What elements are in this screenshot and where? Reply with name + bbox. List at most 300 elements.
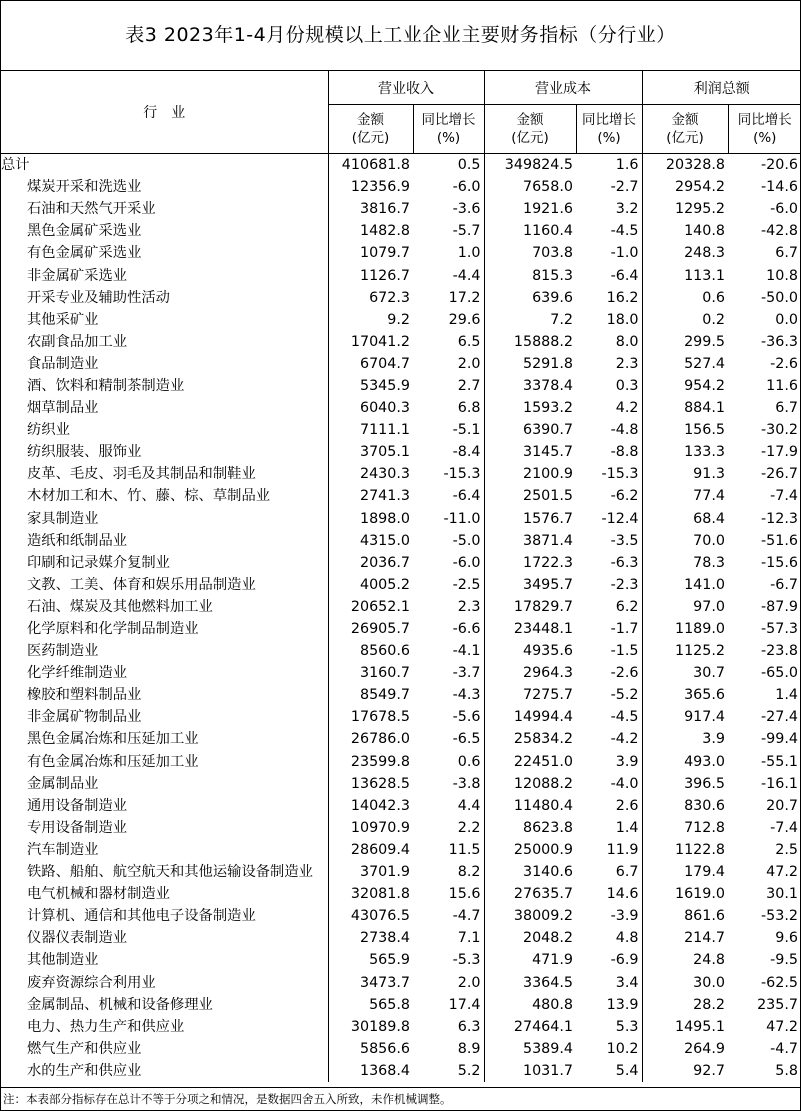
cost-amount-cell: 5389.4	[484, 1038, 576, 1060]
revenue-growth-cell: -4.7	[452, 908, 481, 925]
revenue-amount-cell: 26786.0	[328, 728, 413, 750]
industry-name-cell: 食品制造业	[1, 353, 328, 375]
profit-amount-cell: 264.9	[642, 1038, 728, 1060]
revenue-growth-cell: 6.3	[457, 1018, 481, 1035]
revenue-growth-cell: 8.9	[457, 1040, 481, 1057]
cost-growth-cell: -5.2	[610, 687, 639, 704]
profit-amount-cell: 24.8	[642, 949, 728, 971]
revenue-growth-cell: -4.3	[452, 687, 481, 704]
industry-name-cell: 专用设备制造业	[1, 817, 328, 839]
cost-amount-cell: 22451.0	[484, 751, 576, 773]
revenue-amount-header: 金额 (亿元)	[328, 105, 413, 154]
revenue-growth-cell: -6.5	[452, 731, 481, 748]
revenue-amount-cell: 2741.3	[328, 485, 413, 507]
profit-amount-cell: 97.0	[642, 596, 728, 618]
cost-growth-cell: 4.2	[615, 400, 639, 417]
cost-growth-cell: -4.5	[610, 709, 639, 726]
cost-amount-cell: 7.2	[484, 309, 576, 331]
industry-name-cell: 酒、饮料和精制茶制造业	[1, 375, 328, 397]
revenue-growth-cell: 11.5	[448, 841, 481, 858]
cost-growth-cell: 16.2	[606, 289, 639, 306]
cost-amount-cell: 12088.2	[484, 773, 576, 795]
cost-growth-cell: -1.7	[610, 621, 639, 638]
cost-amount-cell: 639.6	[484, 287, 576, 309]
table-row	[1, 331, 801, 353]
revenue-growth-cell: 2.3	[457, 598, 481, 615]
revenue-amount-cell: 30189.8	[328, 1016, 413, 1038]
revenue-growth-cell: 2.0	[457, 974, 481, 991]
financial-indicators-table	[1, 71, 801, 1082]
table-row	[1, 375, 801, 397]
profit-amount-cell: 1295.2	[642, 198, 728, 220]
cost-growth-cell: -6.3	[610, 554, 639, 571]
revenue-amount-cell: 1368.4	[328, 1060, 413, 1082]
table-row	[1, 795, 801, 817]
revenue-amount-cell: 565.9	[328, 949, 413, 971]
revenue-growth-cell: 2.2	[457, 819, 481, 836]
table-row	[1, 773, 801, 795]
profit-amount-cell: 2954.2	[642, 176, 728, 198]
profit-growth-cell: 10.8	[766, 267, 798, 284]
profit-amount-header: 金额 (亿元)	[642, 105, 728, 154]
revenue-amount-cell: 5856.6	[328, 1038, 413, 1060]
industry-name-cell: 开采专业及辅助性活动	[1, 287, 328, 309]
cost-amount-cell: 5291.8	[484, 353, 576, 375]
profit-amount-cell: 68.4	[642, 508, 728, 530]
industry-name-cell: 燃气生产和供应业	[1, 1038, 328, 1060]
revenue-amount-cell: 2738.4	[328, 927, 413, 949]
cost-amount-cell: 3364.5	[484, 971, 576, 993]
profit-amount-cell: 77.4	[642, 485, 728, 507]
profit-growth-cell: -27.4	[761, 709, 798, 726]
revenue-growth-cell: -2.5	[452, 576, 481, 593]
revenue-growth-cell: -15.3	[443, 466, 481, 483]
revenue-amount-cell: 7111.1	[328, 419, 413, 441]
industry-name-cell: 金属制品、机械和设备修理业	[1, 994, 328, 1016]
profit-growth-cell: -99.4	[761, 731, 798, 748]
profit-amount-cell: 1122.8	[642, 839, 728, 861]
profit-growth-cell: -30.2	[761, 422, 798, 439]
revenue-growth-cell: -6.4	[452, 488, 481, 505]
cost-group-header: 营业成本	[484, 71, 642, 105]
cost-amount-cell: 2501.5	[484, 485, 576, 507]
table-row	[1, 1016, 801, 1038]
table-row	[1, 419, 801, 441]
cost-amount-cell: 15888.2	[484, 331, 576, 353]
cost-growth-cell: 14.6	[606, 886, 639, 903]
revenue-amount-cell: 17678.5	[328, 706, 413, 728]
cost-growth-cell: 10.2	[606, 1040, 639, 1057]
cost-growth-cell: 5.4	[615, 1062, 639, 1079]
cost-amount-cell: 38009.2	[484, 905, 576, 927]
table-row	[1, 662, 801, 684]
cost-amount-cell: 703.8	[484, 242, 576, 264]
cost-growth-cell: 8.0	[615, 333, 639, 350]
cost-growth-cell: 1.6	[615, 157, 639, 174]
table-row	[1, 684, 801, 706]
revenue-amount-cell: 1079.7	[328, 242, 413, 264]
industry-name-cell: 金属制品业	[1, 773, 328, 795]
profit-amount-cell: 0.6	[642, 287, 728, 309]
profit-amount-cell: 78.3	[642, 552, 728, 574]
cost-amount-cell: 4935.6	[484, 640, 576, 662]
cost-growth-header: 同比增长 (%)	[576, 105, 642, 154]
profit-growth-cell: 0.0	[775, 311, 798, 328]
profit-amount-cell: 156.5	[642, 419, 728, 441]
table-row	[1, 817, 801, 839]
revenue-amount-cell: 410681.8	[328, 154, 413, 177]
table-row	[1, 530, 801, 552]
profit-amount-cell: 140.8	[642, 220, 728, 242]
cost-growth-cell: 11.9	[606, 841, 639, 858]
cost-amount-cell: 2964.3	[484, 662, 576, 684]
profit-amount-cell: 830.6	[642, 795, 728, 817]
revenue-growth-cell: -5.1	[452, 422, 481, 439]
profit-group-header: 利润总额	[642, 71, 801, 105]
cost-amount-cell: 14994.4	[484, 706, 576, 728]
revenue-growth-cell: -3.6	[452, 201, 481, 218]
revenue-growth-cell: 2.0	[457, 355, 481, 372]
industry-column-header: 行 业	[1, 71, 328, 154]
table-row	[1, 1038, 801, 1060]
industry-name-cell: 化学原料和化学制品制造业	[1, 618, 328, 640]
industry-name-cell: 橡胶和塑料制品业	[1, 684, 328, 706]
revenue-amount-cell: 1482.8	[328, 220, 413, 242]
industry-name-cell: 黑色金属冶炼和压延加工业	[1, 728, 328, 750]
revenue-amount-cell: 3701.9	[328, 861, 413, 883]
industry-name-cell: 煤炭开采和洗选业	[1, 176, 328, 198]
profit-growth-cell: -6.7	[770, 576, 798, 593]
cost-growth-cell: 3.4	[615, 974, 639, 991]
revenue-growth-cell: -3.7	[452, 665, 481, 682]
table-row	[1, 242, 801, 264]
profit-growth-cell: -16.1	[761, 775, 798, 792]
cost-amount-cell: 3140.6	[484, 861, 576, 883]
revenue-amount-cell: 13628.5	[328, 773, 413, 795]
industry-name-cell: 有色金属矿采选业	[1, 242, 328, 264]
cost-amount-cell: 3871.4	[484, 530, 576, 552]
cost-amount-cell: 2048.2	[484, 927, 576, 949]
industry-name-cell: 烟草制品业	[1, 397, 328, 419]
industry-name-cell: 其他制造业	[1, 949, 328, 971]
cost-growth-cell: -12.4	[601, 510, 639, 527]
industry-name-cell: 家具制造业	[1, 508, 328, 530]
cost-amount-cell: 1576.7	[484, 508, 576, 530]
revenue-amount-cell: 3705.1	[328, 441, 413, 463]
industry-name-cell: 纺织业	[1, 419, 328, 441]
cost-growth-cell: -4.5	[610, 223, 639, 240]
table-row	[1, 485, 801, 507]
profit-growth-cell: -12.3	[761, 510, 798, 527]
profit-growth-cell: -36.3	[761, 333, 798, 350]
profit-growth-cell: -57.3	[761, 621, 798, 638]
profit-amount-cell: 3.9	[642, 728, 728, 750]
cost-amount-cell: 27464.1	[484, 1016, 576, 1038]
profit-growth-header: 同比增长 (%)	[728, 105, 801, 154]
revenue-amount-cell: 3473.7	[328, 971, 413, 993]
revenue-amount-cell: 3160.7	[328, 662, 413, 684]
revenue-growth-cell: -5.3	[452, 952, 481, 969]
industry-name-cell: 造纸和纸制品业	[1, 530, 328, 552]
cost-growth-cell: 1.4	[615, 819, 639, 836]
revenue-growth-cell: 17.2	[448, 289, 481, 306]
revenue-amount-cell: 2430.3	[328, 463, 413, 485]
industry-name-cell: 黑色金属矿采选业	[1, 220, 328, 242]
table-body	[1, 154, 801, 1082]
revenue-growth-cell: 6.5	[457, 333, 481, 350]
table-row	[1, 397, 801, 419]
cost-amount-cell: 7275.7	[484, 684, 576, 706]
profit-growth-cell: 20.7	[766, 797, 798, 814]
profit-growth-cell: 30.1	[766, 886, 798, 903]
industry-name-cell: 其他采矿业	[1, 309, 328, 331]
table-row	[1, 220, 801, 242]
cost-growth-cell: -2.6	[610, 665, 639, 682]
industry-name-cell: 电气机械和器材制造业	[1, 883, 328, 905]
table-row	[1, 728, 801, 750]
cost-amount-cell: 1722.3	[484, 552, 576, 574]
profit-amount-cell: 30.7	[642, 662, 728, 684]
cost-amount-cell: 471.9	[484, 949, 576, 971]
profit-amount-cell: 861.6	[642, 905, 728, 927]
table-row	[1, 640, 801, 662]
revenue-amount-cell: 672.3	[328, 287, 413, 309]
table-row	[1, 905, 801, 927]
revenue-growth-cell: -11.0	[443, 510, 481, 527]
revenue-amount-cell: 565.8	[328, 994, 413, 1016]
profit-growth-cell: 235.7	[757, 996, 798, 1013]
profit-growth-cell: 6.7	[775, 400, 798, 417]
cost-growth-cell: -4.0	[610, 775, 639, 792]
table-title: 表3 2023年1-4月份规模以上工业企业主要财务指标（分行业）	[1, 1, 800, 71]
table-row	[1, 176, 801, 198]
cost-growth-cell: -4.8	[610, 422, 639, 439]
table-row	[1, 751, 801, 773]
table-row	[1, 596, 801, 618]
profit-amount-cell: 299.5	[642, 331, 728, 353]
profit-growth-cell: -7.4	[770, 488, 798, 505]
cost-amount-cell: 8623.8	[484, 817, 576, 839]
revenue-growth-cell: -6.0	[452, 179, 481, 196]
revenue-growth-cell: 17.4	[448, 996, 481, 1013]
profit-amount-cell: 141.0	[642, 574, 728, 596]
profit-growth-cell: -23.8	[761, 643, 798, 660]
industry-name-cell: 电力、热力生产和供应业	[1, 1016, 328, 1038]
cost-amount-cell: 23448.1	[484, 618, 576, 640]
cost-growth-cell: 3.9	[615, 753, 639, 770]
revenue-amount-cell: 17041.2	[328, 331, 413, 353]
industry-name-cell: 计算机、通信和其他电子设备制造业	[1, 905, 328, 927]
profit-growth-cell: -9.5	[770, 952, 798, 969]
revenue-amount-cell: 2036.7	[328, 552, 413, 574]
cost-amount-cell: 1031.7	[484, 1060, 576, 1082]
cost-growth-cell: 3.2	[615, 201, 639, 218]
industry-name-cell: 纺织服装、服饰业	[1, 441, 328, 463]
profit-amount-cell: 1189.0	[642, 618, 728, 640]
revenue-amount-cell: 12356.9	[328, 176, 413, 198]
revenue-growth-cell: -4.1	[452, 643, 481, 660]
industry-name-cell: 石油、煤炭及其他燃料加工业	[1, 596, 328, 618]
profit-growth-cell: -14.6	[761, 179, 798, 196]
industry-name-cell: 非金属矿物制品业	[1, 706, 328, 728]
profit-amount-cell: 493.0	[642, 751, 728, 773]
cost-growth-cell: 0.3	[615, 377, 639, 394]
cost-amount-cell: 1593.2	[484, 397, 576, 419]
profit-amount-cell: 91.3	[642, 463, 728, 485]
industry-name-cell: 水的生产和供应业	[1, 1060, 328, 1082]
table-row	[1, 353, 801, 375]
profit-growth-cell: -55.1	[761, 753, 798, 770]
revenue-growth-cell: 0.6	[457, 753, 481, 770]
profit-amount-cell: 133.3	[642, 441, 728, 463]
industry-name-cell: 农副食品加工业	[1, 331, 328, 353]
revenue-growth-cell: 2.7	[457, 377, 481, 394]
profit-amount-cell: 1495.1	[642, 1016, 728, 1038]
table-row	[1, 883, 801, 905]
cost-growth-cell: -6.4	[610, 267, 639, 284]
industry-name-cell: 有色金属冶炼和压延加工业	[1, 751, 328, 773]
revenue-amount-cell: 14042.3	[328, 795, 413, 817]
industry-name-cell: 通用设备制造业	[1, 795, 328, 817]
cost-growth-cell: -1.0	[610, 245, 639, 262]
profit-amount-cell: 20328.8	[642, 154, 728, 177]
revenue-amount-cell: 28609.4	[328, 839, 413, 861]
revenue-amount-cell: 1126.7	[328, 264, 413, 286]
cost-amount-header: 金额 (亿元)	[484, 105, 576, 154]
cost-growth-cell: -15.3	[601, 466, 639, 483]
table-row	[1, 574, 801, 596]
industry-name-cell: 总计	[1, 154, 328, 177]
table-row	[1, 309, 801, 331]
profit-growth-cell: -51.6	[761, 532, 798, 549]
cost-amount-cell: 17829.7	[484, 596, 576, 618]
cost-amount-cell: 3145.7	[484, 441, 576, 463]
revenue-amount-cell: 8560.6	[328, 640, 413, 662]
revenue-amount-cell: 4315.0	[328, 530, 413, 552]
industry-name-cell: 皮革、毛皮、羽毛及其制品和制鞋业	[1, 463, 328, 485]
revenue-growth-cell: -4.4	[452, 267, 481, 284]
profit-growth-cell: 47.2	[766, 1018, 798, 1035]
cost-amount-cell: 3378.4	[484, 375, 576, 397]
profit-amount-cell: 712.8	[642, 817, 728, 839]
profit-growth-cell: 6.7	[775, 245, 798, 262]
profit-growth-cell: -62.5	[761, 974, 798, 991]
profit-amount-cell: 70.0	[642, 530, 728, 552]
cost-growth-cell: -1.5	[610, 643, 639, 660]
revenue-growth-cell: 6.8	[457, 400, 481, 417]
profit-amount-cell: 113.1	[642, 264, 728, 286]
cost-amount-cell: 349824.5	[484, 154, 576, 177]
table-row	[1, 927, 801, 949]
cost-amount-cell: 27635.7	[484, 883, 576, 905]
profit-amount-cell: 1619.0	[642, 883, 728, 905]
cost-amount-cell: 6390.7	[484, 419, 576, 441]
revenue-amount-cell: 1898.0	[328, 508, 413, 530]
revenue-growth-cell: 5.2	[457, 1062, 481, 1079]
revenue-amount-cell: 9.2	[328, 309, 413, 331]
profit-growth-cell: -6.0	[770, 201, 798, 218]
cost-growth-cell: 6.7	[615, 864, 639, 881]
industry-name-cell: 仪器仪表制造业	[1, 927, 328, 949]
table-row	[1, 463, 801, 485]
cost-amount-cell: 7658.0	[484, 176, 576, 198]
revenue-growth-cell: -5.7	[452, 223, 481, 240]
table-row	[1, 949, 801, 971]
cost-amount-cell: 3495.7	[484, 574, 576, 596]
cost-growth-cell: 4.8	[615, 930, 639, 947]
industry-name-cell: 石油和天然气开采业	[1, 198, 328, 220]
profit-growth-cell: 1.4	[775, 687, 798, 704]
revenue-growth-cell: -8.4	[452, 444, 481, 461]
revenue-growth-cell: -5.6	[452, 709, 481, 726]
profit-amount-cell: 30.0	[642, 971, 728, 993]
cost-growth-cell: 18.0	[606, 311, 639, 328]
profit-growth-cell: -53.2	[761, 908, 798, 925]
table-row	[1, 508, 801, 530]
profit-amount-cell: 365.6	[642, 684, 728, 706]
cost-growth-cell: -3.5	[610, 532, 639, 549]
cost-amount-cell: 11480.4	[484, 795, 576, 817]
revenue-amount-cell: 6704.7	[328, 353, 413, 375]
revenue-group-header: 营业收入	[328, 71, 484, 105]
revenue-growth-header: 同比增长 (%)	[413, 105, 484, 154]
revenue-growth-cell: -3.8	[452, 775, 481, 792]
table-row	[1, 994, 801, 1016]
profit-growth-cell: -26.7	[761, 466, 798, 483]
profit-growth-cell: -15.6	[761, 554, 798, 571]
profit-growth-cell: -2.6	[770, 355, 798, 372]
revenue-growth-cell: 8.2	[457, 864, 481, 881]
profit-amount-cell: 954.2	[642, 375, 728, 397]
revenue-amount-cell: 3816.7	[328, 198, 413, 220]
profit-growth-cell: 47.2	[766, 864, 798, 881]
industry-name-cell: 木材加工和木、竹、藤、棕、草制品业	[1, 485, 328, 507]
profit-amount-cell: 92.7	[642, 1060, 728, 1082]
total-row	[1, 154, 801, 177]
revenue-amount-cell: 8549.7	[328, 684, 413, 706]
industry-name-cell: 印刷和记录媒介复制业	[1, 552, 328, 574]
cost-growth-cell: -2.3	[610, 576, 639, 593]
profit-growth-cell: -50.0	[761, 289, 798, 306]
revenue-amount-cell: 20652.1	[328, 596, 413, 618]
revenue-growth-cell: -6.6	[452, 621, 481, 638]
profit-amount-cell: 1125.2	[642, 640, 728, 662]
profit-amount-cell: 0.2	[642, 309, 728, 331]
table-row	[1, 441, 801, 463]
revenue-amount-cell: 43076.5	[328, 905, 413, 927]
revenue-amount-cell: 23599.8	[328, 751, 413, 773]
profit-amount-cell: 884.1	[642, 397, 728, 419]
table-row	[1, 198, 801, 220]
revenue-amount-cell: 4005.2	[328, 574, 413, 596]
profit-amount-cell: 28.2	[642, 994, 728, 1016]
cost-growth-cell: -6.9	[610, 952, 639, 969]
cost-growth-cell: 13.9	[606, 996, 639, 1013]
revenue-growth-cell: 7.1	[457, 930, 481, 947]
footnote: 注：本表部分指标存在总计不等于分项之和情况，是数据四舍五入所致，未作机械调整。	[3, 1092, 452, 1106]
cost-growth-cell: 5.3	[615, 1018, 639, 1035]
profit-growth-cell: 11.6	[766, 377, 798, 394]
profit-growth-cell: -20.6	[761, 157, 798, 174]
cost-amount-cell: 25000.9	[484, 839, 576, 861]
profit-growth-cell: 9.6	[775, 930, 798, 947]
table-row	[1, 618, 801, 640]
revenue-growth-cell: 4.4	[457, 797, 481, 814]
industry-name-cell: 文教、工美、体育和娱乐用品制造业	[1, 574, 328, 596]
cost-growth-cell: 6.2	[615, 598, 639, 615]
profit-growth-cell: -7.4	[770, 819, 798, 836]
profit-growth-cell: -65.0	[761, 665, 798, 682]
